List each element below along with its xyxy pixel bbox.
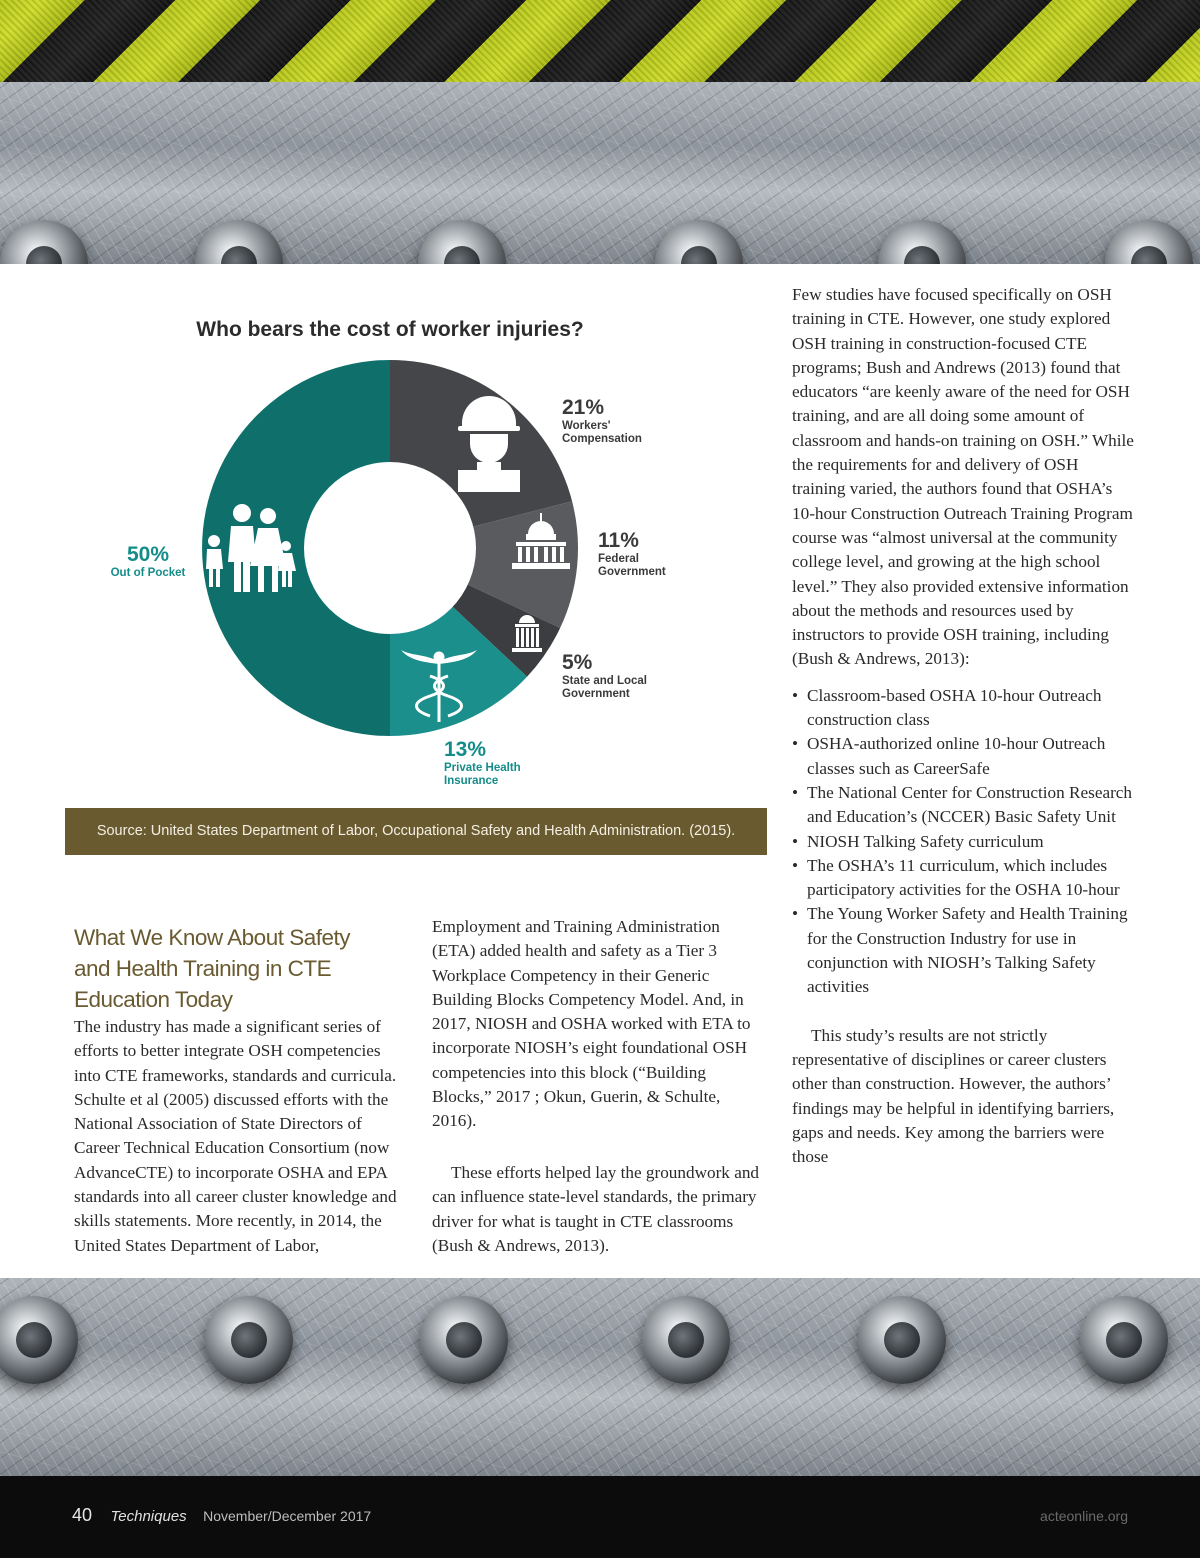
- metal-plate-top: [0, 82, 1200, 264]
- page-number: 40: [72, 1505, 93, 1525]
- list-item: • OSHA-authorized online 10-hour Outreach classes such as CareerSafe: [807, 732, 1134, 781]
- federal-label: 11% Federal Government: [598, 529, 666, 578]
- article-paragraph-continued: Employment and Training Administration (ETA) added health and safety as a Tier 3 Workplace Competency in their Generic Building Blocks Competency Model. And, in 2017, NIOSH and OSHA worked with ETA to incorporate NIOSH’s eight foundational OSH competencies into this block (“Building Blocks,” 2017 ; Okun, Guerin, & Schulte, 2016).: [432, 917, 751, 1131]
- rivet-icon: [642, 1296, 730, 1384]
- website-url: acteonline.org: [1040, 1508, 1128, 1524]
- training-resources-list: [792, 684, 1134, 1000]
- list-item: • The National Center for Construction Research and Education’s (NCCER) Basic Safety Unit: [807, 781, 1134, 830]
- chart-title: Who bears the cost of worker injuries?: [196, 318, 584, 341]
- rivet-icon: [1105, 220, 1193, 264]
- rivet-icon: [0, 1296, 78, 1384]
- rivet-icon: [878, 220, 966, 264]
- rivet-icon: [195, 220, 283, 264]
- rivet-icon: [655, 220, 743, 264]
- out-of-pocket-label: 50% Out of Pocket: [110, 543, 186, 579]
- article-paragraph-groundwork: These efforts helped lay the groundwork and can influence state-level standards, the primary driver for what is taught in CTE classrooms (Bush & Andrews, 2013).: [432, 1163, 760, 1255]
- article-paragraph-results: This study’s results are not strictly representative of disciplines or career clusters other than construction. However, the authors’ findings may be helpful in identifying barriers, gaps and needs. Key among the barriers were those: [792, 1025, 1115, 1167]
- article-paragraph-studies: Few studies have focused specifically on OSH training in CTE. However, one study explored OSH training in construction-focused CTE programs; Bush and Andrews (2013) found that educators “are keenly aware of the need for OSH training, and are all doing some amount of classroom and hands-on training on OSH.” While the requirements for and delivery of OSH training varied, the authors found that OSHA’s 10-hour Construction Outreach Training Program course was “almost universal at the community college level, and growing at the high school level.” They also provided extensive information about the methods and resources used by instructors to provide OSH training, including (Bush & Andrews, 2013):: [792, 285, 1134, 669]
- donut-hole: [304, 462, 476, 634]
- rivet-icon: [205, 1296, 293, 1384]
- state-local-label: 5% State and Local Government: [562, 651, 647, 700]
- list-item: • The Young Worker Safety and Health Training for the Construction Industry for use in conjunction with NIOSH’s Talking Safety activities: [807, 902, 1134, 999]
- chart-source-caption: Source: United States Department of Labor, Occupational Safety and Health Administration. (2015).: [65, 808, 767, 855]
- issue-date: November/December 2017: [203, 1508, 372, 1524]
- rivet-icon: [418, 220, 506, 264]
- section-heading: What We Know About Safety and Health Training in CTE Education Today: [74, 925, 350, 1012]
- list-item: • The OSHA’s 11 curriculum, which includes participatory activities for the OSHA 10-hour: [807, 854, 1134, 903]
- rivet-icon: [420, 1296, 508, 1384]
- donut-chart: [200, 358, 580, 738]
- list-item: • Classroom-based OSHA 10-hour Outreach construction class: [807, 684, 1134, 733]
- folio: [72, 1505, 371, 1526]
- rivet-icon: [0, 220, 88, 264]
- hazard-stripe-band: [0, 0, 1200, 82]
- rivet-icon: [858, 1296, 946, 1384]
- article-column-3: [792, 283, 1134, 1169]
- private-insurance-label: 13% Private Health Insurance: [444, 738, 521, 787]
- list-item: • NIOSH Talking Safety curriculum: [807, 830, 1134, 854]
- rivet-icon: [1080, 1296, 1168, 1384]
- metal-plate-bottom: [0, 1278, 1200, 1476]
- workers-comp-label: 21% Workers' Compensation: [562, 396, 642, 445]
- article-paragraph-intro: The industry has made a significant series of efforts to better integrate OSH competencies into CTE frameworks, standards and curricula. Schulte et al (2005) discussed efforts with the National Association of State Directors of Career Technical Education Consortium (now AdvanceCTE) to incorporate OSHA and EPA standards into all career cluster knowledge and skills statements. More recently, in 2014, the United States Department of Labor,: [74, 1017, 397, 1255]
- magazine-name: Techniques: [110, 1508, 187, 1525]
